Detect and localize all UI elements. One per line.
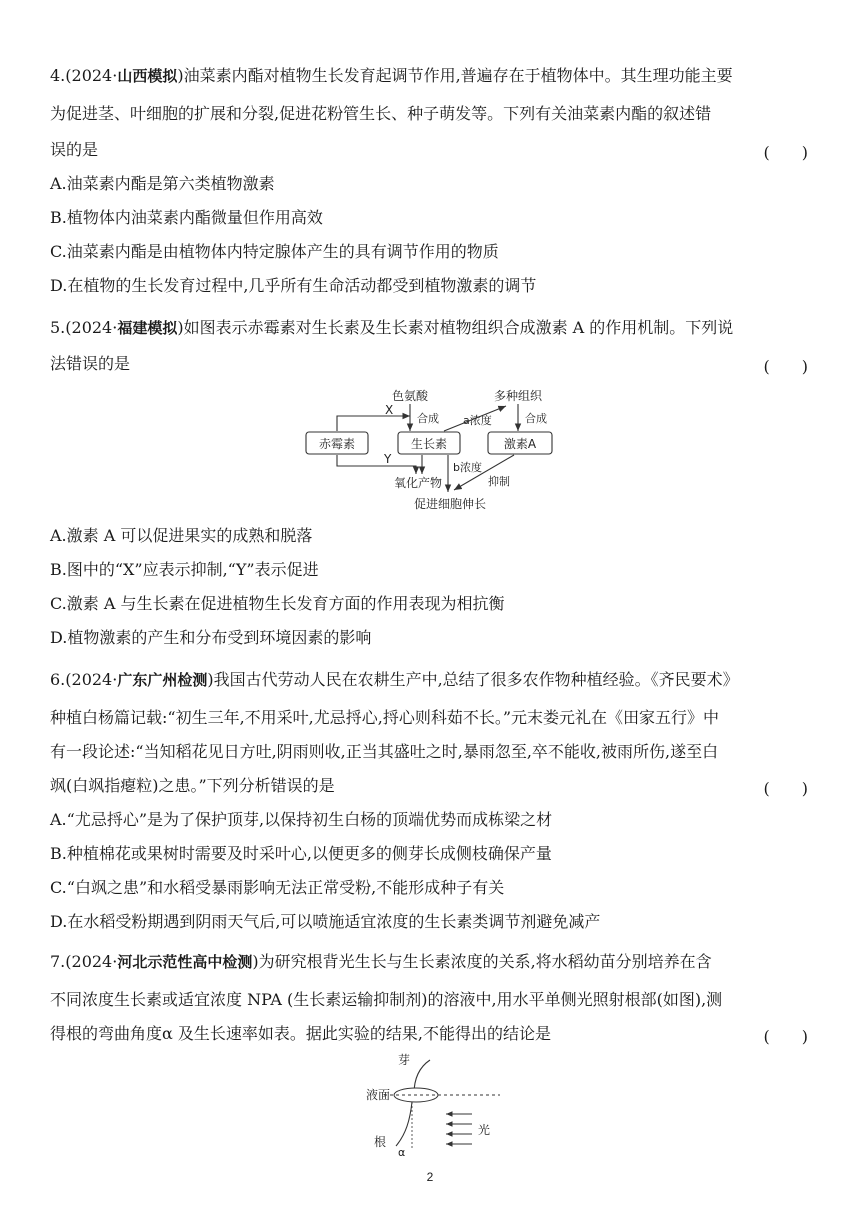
tryptophan-label: 色氨酸 bbox=[391, 389, 429, 403]
q4-option-b: B.植物体内油菜素内酯微量但作用高效 bbox=[50, 208, 323, 227]
q5-number: 5.(2024· bbox=[50, 318, 118, 337]
q7-text: )为研究根背光生长与生长素浓度的关系,将水稻幼苗分别培养在含 bbox=[252, 952, 712, 971]
x-arrow bbox=[337, 416, 410, 431]
q4-line2: 为促进茎、叶细胞的扩展和分裂,促进花粉管生长、种子萌发等。下列有关油菜素内酯的叙述错 bbox=[50, 104, 712, 123]
page-number: 2 bbox=[426, 1170, 434, 1184]
q6-option-b: B.种植棉花或果树时需要及时采叶心,以便更多的侧芽长成侧枝确保产量 bbox=[50, 844, 552, 863]
q7-source: 河北示范性高中检测 bbox=[117, 953, 253, 971]
q6-text: )我国古代劳动人民在农耕生产中,总结了很多农作物种植经验。《齐民要术》 bbox=[207, 670, 739, 689]
q7-line2: 不同浓度生长素或适宜浓度 NPA (生长素运输抑制剂)的溶液中,用水平单侧光照射根部(如图),测 bbox=[50, 990, 723, 1009]
q7-number: 7.(2024· bbox=[50, 952, 118, 971]
tissues-label: 多种组织 bbox=[493, 389, 543, 403]
q5-option-d: D.植物激素的产生和分布受到环境因素的影响 bbox=[50, 628, 372, 647]
q5-source: 福建模拟 bbox=[117, 319, 178, 337]
q4-line3: 误的是 bbox=[50, 140, 99, 159]
synth-label-1: 合成 bbox=[417, 412, 439, 425]
q6-line2: 种植白杨篇记载:“初生三年,不用采叶,尤忌捋心,捋心则科茹不长。”元末娄元礼在《田家五行》中 bbox=[50, 708, 720, 727]
q4-number: 4.(2024· bbox=[50, 66, 118, 85]
q5-option-a: A.激素 A 可以促进果实的成熟和脱落 bbox=[50, 526, 313, 545]
q6-option-d: D.在水稻受粉期遇到阴雨天气后,可以喷施适宜浓度的生长素类调节剂避免减产 bbox=[50, 912, 601, 931]
q4-option-c: C.油菜素内酯是由植物体内特定腺体产生的具有调节作用的物质 bbox=[50, 242, 499, 261]
q5-option-b: B.图中的“X”应表示抑制,“Y”表示促进 bbox=[50, 560, 319, 579]
q4-answer-blank: ( ) bbox=[763, 143, 808, 162]
q6-answer-blank: ( ) bbox=[763, 779, 808, 798]
q5-answer-blank: ( ) bbox=[763, 357, 808, 376]
q5-option-c: C.激素 A 与生长素在促进植物生长发育方面的作用表现为相抗衡 bbox=[50, 594, 505, 613]
promote-label: 促进细胞伸长 bbox=[413, 497, 487, 511]
a-conc-label: a浓度 bbox=[463, 414, 492, 427]
q5-diagram bbox=[300, 384, 570, 516]
q4-source: 山西模拟 bbox=[117, 67, 178, 85]
gibberellin-label: 赤霉素 bbox=[318, 437, 356, 451]
q5-line1 bbox=[50, 318, 810, 338]
y-label: Y bbox=[384, 452, 392, 466]
b-conc-label: b浓度 bbox=[453, 461, 482, 474]
q6-source: 广东广州检测 bbox=[117, 671, 208, 689]
q6-line4: 飒(白飒指瘪粒)之患。”下列分析错误的是 bbox=[50, 776, 335, 795]
synth-label-2: 合成 bbox=[525, 412, 547, 425]
q4-text: )油菜素内酯对植物生长发育起调节作用,普遍存在于植物体中。其生理功能主要 bbox=[177, 66, 733, 85]
bud-label: 芽 bbox=[398, 1053, 411, 1067]
q6-number: 6.(2024· bbox=[50, 670, 118, 689]
q6-line3: 有一段论述:“当知稻花见日方吐,阴雨则收,正当其盛吐之时,暴雨忽至,卒不能收,被雨所伤,遂至白 bbox=[50, 742, 719, 761]
auxin-label: 生长素 bbox=[410, 437, 448, 451]
q7-answer-blank: ( ) bbox=[763, 1027, 808, 1046]
x-label: X bbox=[385, 403, 394, 417]
q4-option-a: A.油菜素内酯是第六类植物激素 bbox=[50, 174, 275, 193]
light-label: 光 bbox=[478, 1123, 491, 1137]
q6-option-a: A.“尤忌捋心”是为了保护顶芽,以保持初生白杨的顶端优势而成栋梁之材 bbox=[50, 810, 553, 829]
q7-line3: 得根的弯曲角度α 及生长速率如表。据此实验的结果,不能得出的结论是 bbox=[50, 1024, 551, 1043]
alpha-label: α bbox=[398, 1146, 406, 1158]
q6-line1 bbox=[50, 670, 810, 690]
q7-diagram bbox=[360, 1050, 510, 1158]
q4-option-d: D.在植物的生长发育过程中,几乎所有生命活动都受到植物激素的调节 bbox=[50, 276, 537, 295]
root-label: 根 bbox=[374, 1135, 387, 1149]
oxide-label: 氧化产物 bbox=[393, 476, 443, 490]
liquid-surface-label: 液面 bbox=[366, 1088, 391, 1102]
root-path bbox=[396, 1102, 412, 1146]
hormone-a-label: 激素A bbox=[503, 437, 537, 451]
y-arrow bbox=[337, 455, 416, 474]
q5-text: )如图表示赤霉素对生长素及生长素对植物组织合成激素 A 的作用机制。下列说 bbox=[177, 318, 734, 337]
inhibit-label: 抑制 bbox=[488, 475, 510, 488]
q4-line1 bbox=[50, 66, 810, 86]
q7-line1 bbox=[50, 952, 810, 972]
q5-line2: 法错误的是 bbox=[50, 354, 131, 373]
q6-option-c: C.“白飒之患”和水稻受暴雨影响无法正常受粉,不能形成种子有关 bbox=[50, 878, 505, 897]
